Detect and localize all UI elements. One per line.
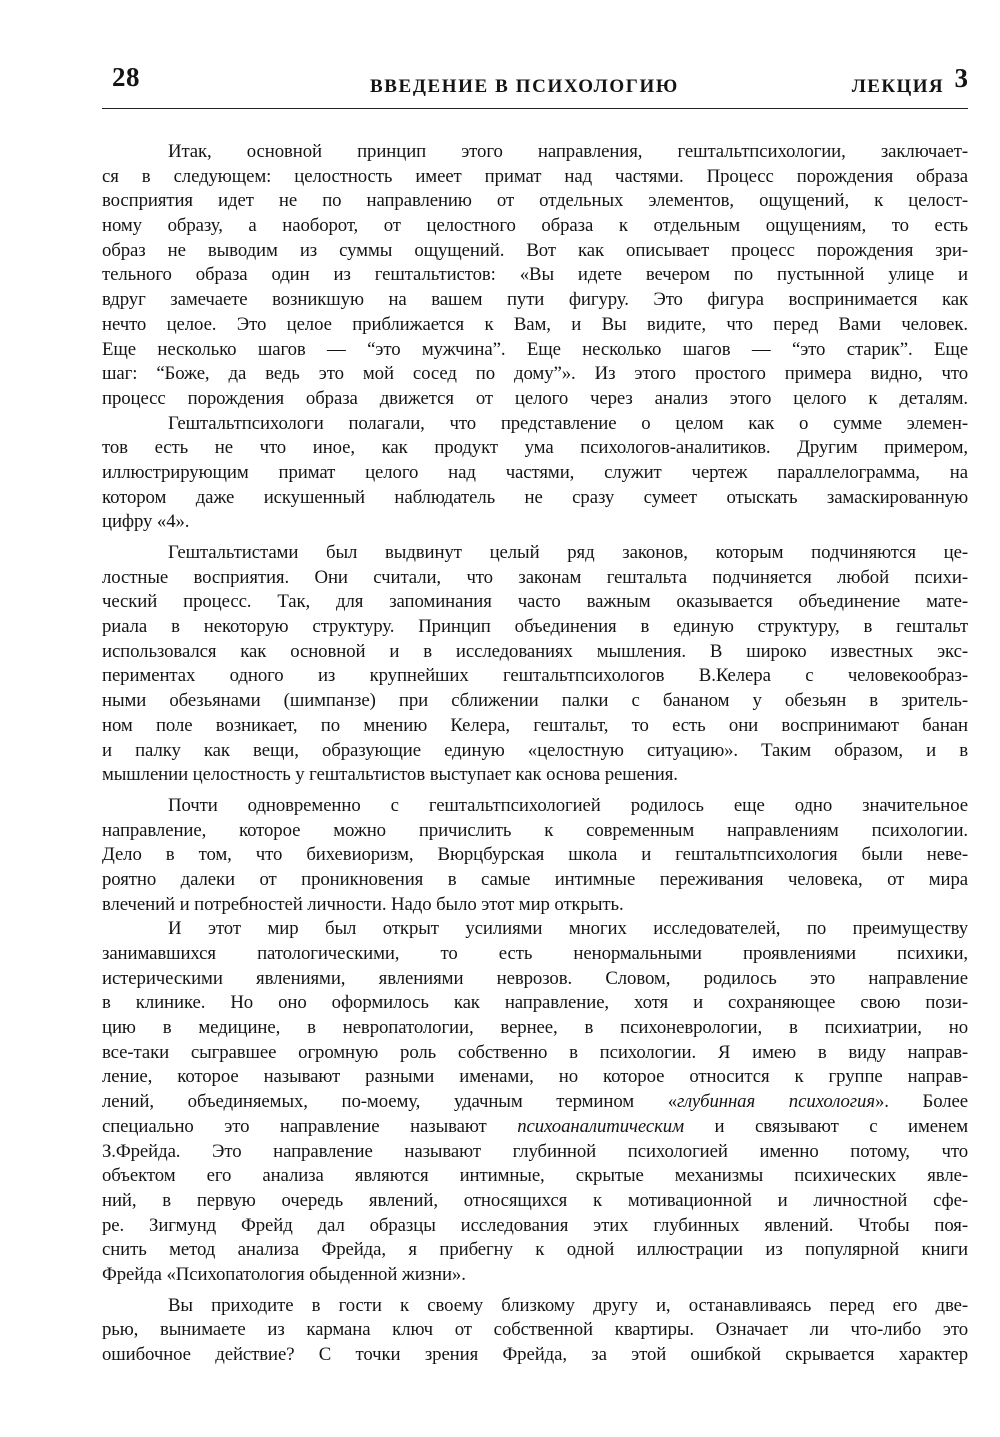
text-line: лостные восприятия. Они считали, что законам гештальта подчиняется любой психи-	[102, 566, 968, 588]
text-line: цию в медицине, в невропатологии, вернее, в психоневрологии, в психиатрии, но	[102, 1017, 968, 1039]
page-number: 28	[112, 62, 140, 92]
text-line: в клинике. Но оно оформилось как направление, хотя и сохраняющее свою пози-	[102, 992, 968, 1014]
text-line	[102, 1090, 968, 1115]
text-line: иллюстрирующим примат целого над частями, служит чертеж параллелограмма, на	[102, 461, 968, 483]
text-line: ление, которое называют разными именами, но которое относится к группе направ-	[102, 1066, 968, 1088]
text-line: Дело в том, что бихевиоризм, Вюрцбурская школа и гештальтпсихология были неве-	[102, 844, 968, 866]
text-line: Гештальтистами был выдвинут целый ряд законов, которым подчиняются це-	[168, 542, 968, 563]
text-line: восприятия идет не по направлению от отдельных элементов, ощущений, к целост-	[102, 190, 968, 212]
text-line: Почти одновременно с гештальтпсихологией родилось еще одно значительное	[168, 794, 968, 816]
lecture-number: 3	[954, 63, 968, 93]
text-line: Фрейда «Психопатология обыденной жизни».	[102, 1263, 466, 1285]
text-line: ошибочное действие? С точки зрения Фрейда, за этой ошибкой скрывается характер	[102, 1344, 968, 1365]
text-line: использовался как основной и в исследованиях мышления. В широко известных экс-	[102, 640, 968, 662]
body-text	[102, 140, 968, 1368]
text-line: вдруг замечаете возникшую на вашем пути фигуру. Это фигура воспринимается как	[102, 289, 968, 311]
text-run: и связывают с именем	[683, 1115, 968, 1137]
text-line: и палку как вещи, образующие единую «целостную ситуацию». Таким образом, и в	[102, 739, 968, 761]
text-line: периментах одного из крупнейших гештальтпсихологов В.Келера с человекообраз-	[102, 665, 968, 687]
text-line: истерическими явлениями, явлениями неврозов. Словом, родилось это направление	[102, 967, 968, 989]
text-line: занимавшихся патологическими, то есть ненормальными проявлениями психики,	[102, 943, 968, 964]
text-line: шаг: “Боже, да ведь это мой сосед по дому”». Из этого простого примера видно, что	[102, 363, 968, 385]
text-run: специально это направление называют	[102, 1115, 518, 1137]
text-line: ний, в первую очередь явлений, относящихся к мотивационной и личностной сфе-	[102, 1189, 968, 1211]
text-line: процесс порождения образа движется от целого через анализ этого целого к деталям.	[102, 387, 968, 409]
text-line: котором даже искушенный наблюдатель не сразу сумеет отыскать замаскированную	[102, 486, 968, 508]
text-line: Гештальтпсихологи полагали, что представление о целом как о сумме элемен-	[168, 412, 968, 434]
text-line: ческий процесс. Так, для запоминания часто важным оказывается объединение мате-	[102, 591, 968, 613]
lecture-label: ЛЕКЦИЯ	[851, 76, 944, 97]
text-line: И этот мир был открыт усилиями многих исследователей, по преимуществу	[168, 918, 968, 940]
text-line: ному образу, а наоборот, от целостного образа к отдельным ощущениям, то есть	[102, 215, 968, 237]
text-line: цифру «4».	[102, 511, 190, 533]
running-title: ВВЕДЕНИЕ В ПСИХОЛОГИЮ	[370, 76, 679, 97]
text-line: риала в некоторую структуру. Принцип объединения в единую структуру, в гештальт	[102, 616, 968, 638]
text-line: тельного образа один из гештальтистов: «Вы идете вечером по пустынной улице и	[102, 264, 968, 286]
text-line: объектом его анализа являются интимные, скрытые механизмы психических явле-	[102, 1165, 968, 1187]
text-line: нечто целое. Это целое приближается к Вам, и Вы видите, что перед Вами человек.	[102, 313, 968, 335]
text-line: Еще несколько шагов — “это мужчина”. Еще несколько шагов — “это старик”. Еще	[102, 338, 968, 360]
text-line: ном поле возникает, по мнению Келера, гештальт, то есть они воспринимают банан	[102, 714, 968, 736]
text-line: тов есть не что иное, как продукт ума психологов-аналитиков. Другим примером,	[102, 437, 968, 459]
running-header	[102, 60, 968, 109]
text-line: ными обезьянами (шимпанзе) при сближении палки с бананом у обезьян в зритель-	[102, 690, 968, 712]
text-line: роятно далеки от проникновения в самые интимные переживания человека, от мира	[102, 868, 968, 890]
text-run: лений, объединяемых, по-моему, удачным термином «	[102, 1091, 678, 1113]
text-line: З.Фрейда. Это направление называют глубинной психологией именно потому, что	[102, 1140, 968, 1162]
text-line: мышлении целостность у гештальтистов выступает как основа решения.	[102, 764, 678, 786]
text-line: направление, которое можно причислить к современным направлениям психологии.	[102, 819, 968, 841]
text-line	[102, 1115, 968, 1140]
text-line: рью, вынимаете из кармана ключ от собственной квартиры. Означает ли что-либо это	[102, 1319, 968, 1341]
text-line: все-таки сыгравшее огромную роль собственно в психологии. Я имею в виду направ-	[102, 1041, 968, 1063]
text-line: ре. Зигмунд Фрейд дал образцы исследования этих глубинных явлений. Чтобы поя-	[102, 1214, 968, 1236]
text-line: Итак, основной принцип этого направления, гештальтпсихологии, заключает-	[168, 141, 968, 162]
italic-term: глубинная психология	[677, 1091, 875, 1113]
text-run: ». Более	[874, 1091, 969, 1113]
text-line: влечений и потребностей личности. Надо было этот мир открыть.	[102, 893, 624, 915]
text-line: Вы приходите в гости к своему близкому другу и, останавливаясь перед его две-	[168, 1294, 968, 1316]
text-line: снить метод анализа Фрейда, я прибегну к одной иллюстрации из популярной книги	[102, 1239, 968, 1261]
text-line: ся в следующем: целостность имеет примат над частями. Процесс порождения образа	[102, 165, 968, 187]
italic-term: психоаналитическим	[517, 1115, 684, 1137]
text-line: образ не выводим из суммы ощущений. Вот как описывает процесс порождения зри-	[102, 239, 968, 261]
